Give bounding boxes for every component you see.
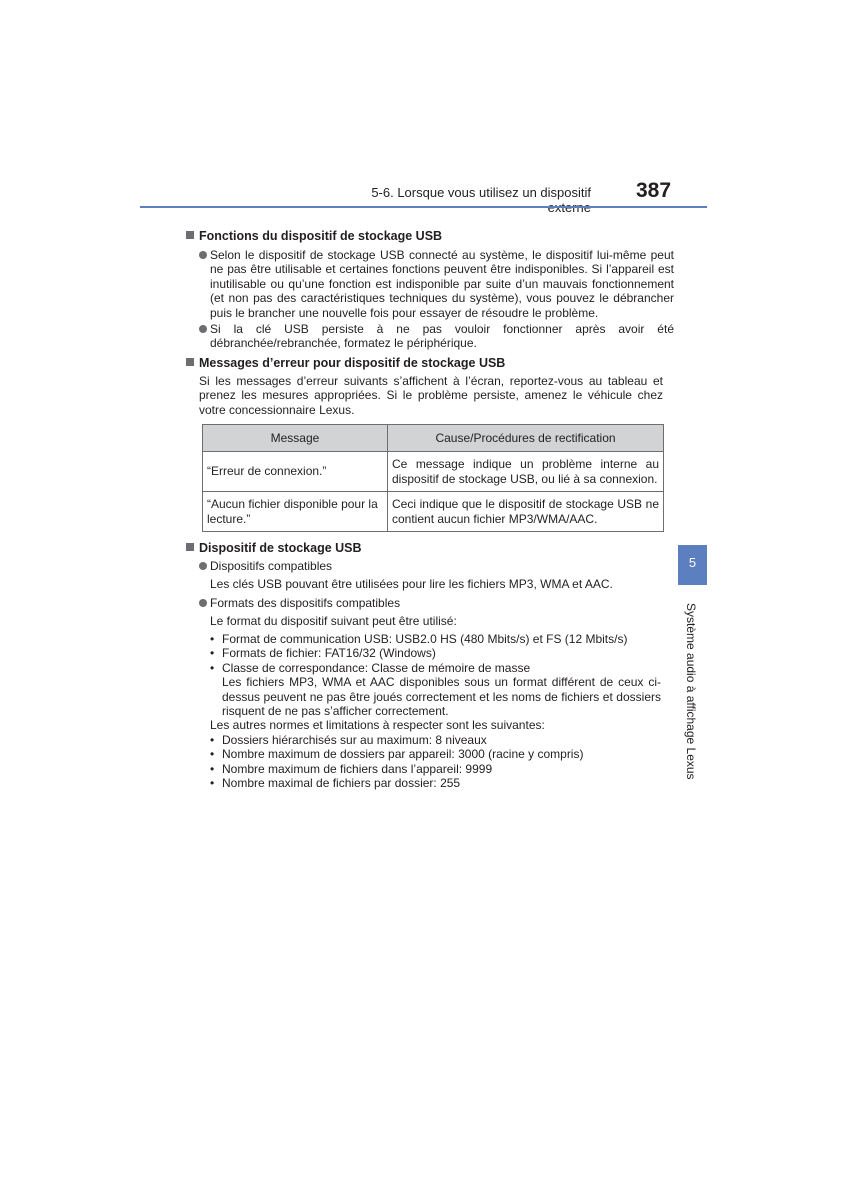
table-header: Message (203, 425, 388, 452)
circle-bullet-icon (199, 325, 207, 333)
chapter-tab: 5 (678, 545, 707, 585)
square-bullet-icon (186, 543, 194, 551)
compat-heading: Dispositifs compatibles (199, 559, 332, 573)
list-item: • Formats de fichier: FAT16/32 (Windows) (210, 646, 436, 661)
table-header-row (203, 425, 664, 452)
square-bullet-icon (186, 358, 194, 366)
list-item: • Nombre maximal de fichiers par dossier: 255 (210, 776, 461, 791)
table-cell: Ce message indique un problème interne au dispositif de stockage USB, ou lié à sa connexion. (388, 452, 664, 492)
section-heading-error-messages: Messages d’erreur pour dispositif de stockage USB (186, 355, 505, 371)
section-heading-usb-functions: Fonctions du dispositif de stockage USB (186, 228, 442, 244)
table-row (203, 492, 664, 532)
circle-bullet-icon (199, 599, 207, 607)
formats-heading: Formats des dispositifs compatibles (199, 596, 400, 610)
list-item: • Nombre maximum de fichiers dans l’appareil: 9999 (210, 761, 493, 776)
header-rule (140, 206, 707, 208)
formats-note: Les fichiers MP3, WMA et AAC disponibles sous un format différent de ceux ci-dessus peuvent ne pas être joués correctement et les noms de fichiers et dossiers risquent de ne pas s’afficher correctement. (222, 675, 661, 719)
page-number: 387 (636, 179, 672, 202)
section-heading-usb-device: Dispositif de stockage USB (186, 540, 362, 556)
list-item: • Format de communication USB: USB2.0 HS (480 Mbits/s) et FS (12 Mbits/s) (210, 632, 628, 646)
formats-intro: Le format du dispositif suivant peut être utilisé: (210, 614, 457, 628)
section-intro: Si les messages d’erreur suivants s’affichent à l’écran, reportez-vous au tableau et prenez les mesures appropriées. Si le problème persiste, amenez le véhicule chez votre concessionnaire Lexus. (199, 374, 663, 417)
table-cell: “Aucun fichier disponible pour la lecture.” (203, 492, 388, 532)
compat-text: Les clés USB pouvant être utilisées pour lire les fichiers MP3, WMA et AAC. (210, 577, 613, 591)
error-message-table (202, 424, 664, 532)
table-cell: Ceci indique que le dispositif de stockage USB ne contient aucun fichier MP3/WMA/AAC. (388, 492, 664, 532)
bullet-paragraph: Si la clé USB persiste à ne pas vouloir fonctionner après avoir été débranchée/rebranchée, formatez le périphérique. (199, 322, 674, 351)
circle-bullet-icon (199, 251, 207, 259)
table-row (203, 452, 664, 492)
list-item: • Classe de correspondance: Classe de mémoire de masse (210, 660, 531, 675)
circle-bullet-icon (199, 562, 207, 570)
list-item: • Dossiers hiérarchisés sur au maximum: 8 niveaux (210, 732, 487, 747)
table-header: Cause/Procédures de rectification (388, 425, 664, 452)
list-item: • Nombre maximum de dossiers par appareil: 3000 (racine y compris) (210, 747, 584, 762)
limits-intro: Les autres normes et limitations à respecter sont les suivantes: (210, 718, 545, 733)
chapter-label: Système audio à affichage Lexus (684, 603, 698, 780)
formats-list (210, 632, 661, 790)
square-bullet-icon (186, 231, 194, 239)
table-cell: “Erreur de connexion.” (203, 452, 388, 492)
header-title: 5-6. Lorsque vous utilisez un dispositif (371, 185, 591, 200)
bullet-paragraph: Selon le dispositif de stockage USB connecté au système, le dispositif lui-même peut ne pas être utilisable et certaines fonctions peuvent être indisponibles. Si l’appareil est inutilisable ou qu’une fonction est indisponible par suite d’un mauvais fonctionnement (et non pas des caractéristiques techniques du système), vous pouvez le débrancher puis le brancher une nouvelle fois pour essayer de résoudre le problème. (199, 248, 674, 320)
